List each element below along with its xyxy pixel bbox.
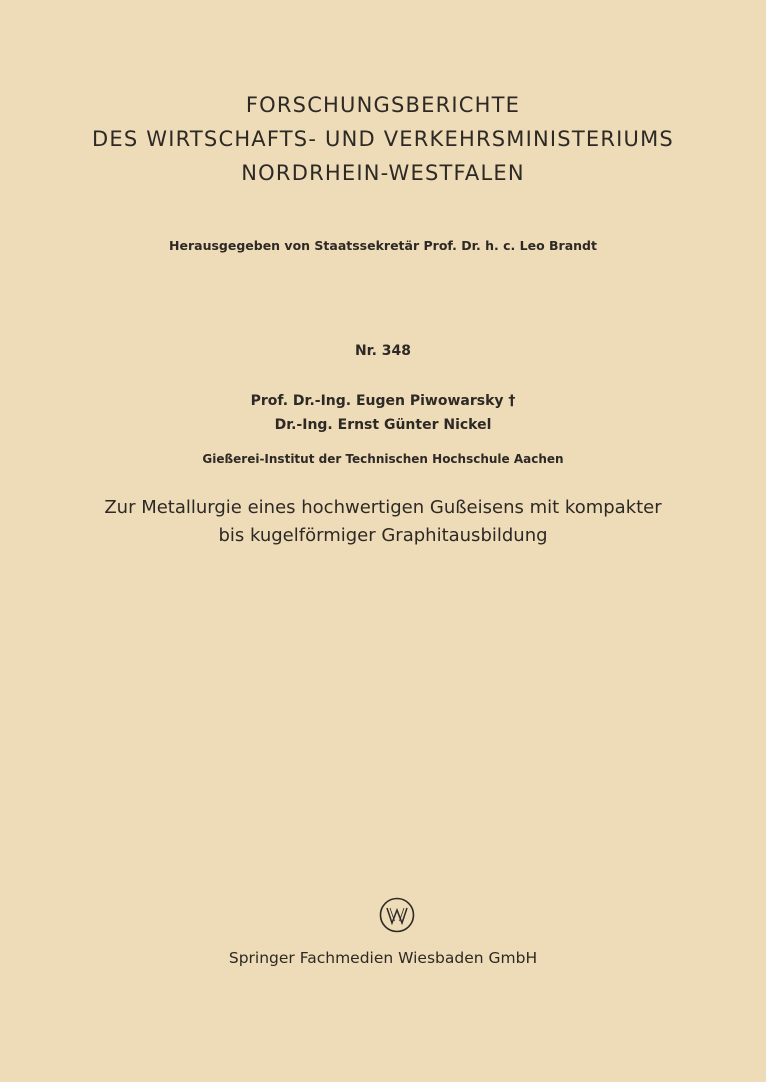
series-line-1: FORSCHUNGSBERICHTE (245, 93, 521, 117)
book-title (0, 494, 766, 550)
title-line-2: bis kugelförmiger Graphitausbildung (218, 525, 548, 546)
title-line-1: Zur Metallurgie eines hochwertigen Gußeisens mit kompakter (104, 497, 662, 518)
series-line-3: NORDRHEIN-WESTFALEN (241, 161, 525, 185)
author-2: Dr.-Ing. Ernst Günter Nickel (274, 417, 492, 433)
series-title (0, 88, 766, 190)
institute: Gießerei-Institut der Technischen Hochschule Aachen (202, 452, 564, 466)
volume-number: Nr. 348 (354, 343, 412, 359)
editor-line: Herausgegeben von Staatssekretär Prof. Dr. h. c. Leo Brandt (169, 238, 597, 253)
publisher: Springer Fachmedien Wiesbaden GmbH (228, 949, 538, 967)
author-1: Prof. Dr.-Ing. Eugen Piwowarsky † (250, 393, 516, 409)
springer-logo-icon (379, 897, 415, 933)
series-line-2: DES WIRTSCHAFTS- UND VERKEHRSMINISTERIUMS (92, 127, 674, 151)
